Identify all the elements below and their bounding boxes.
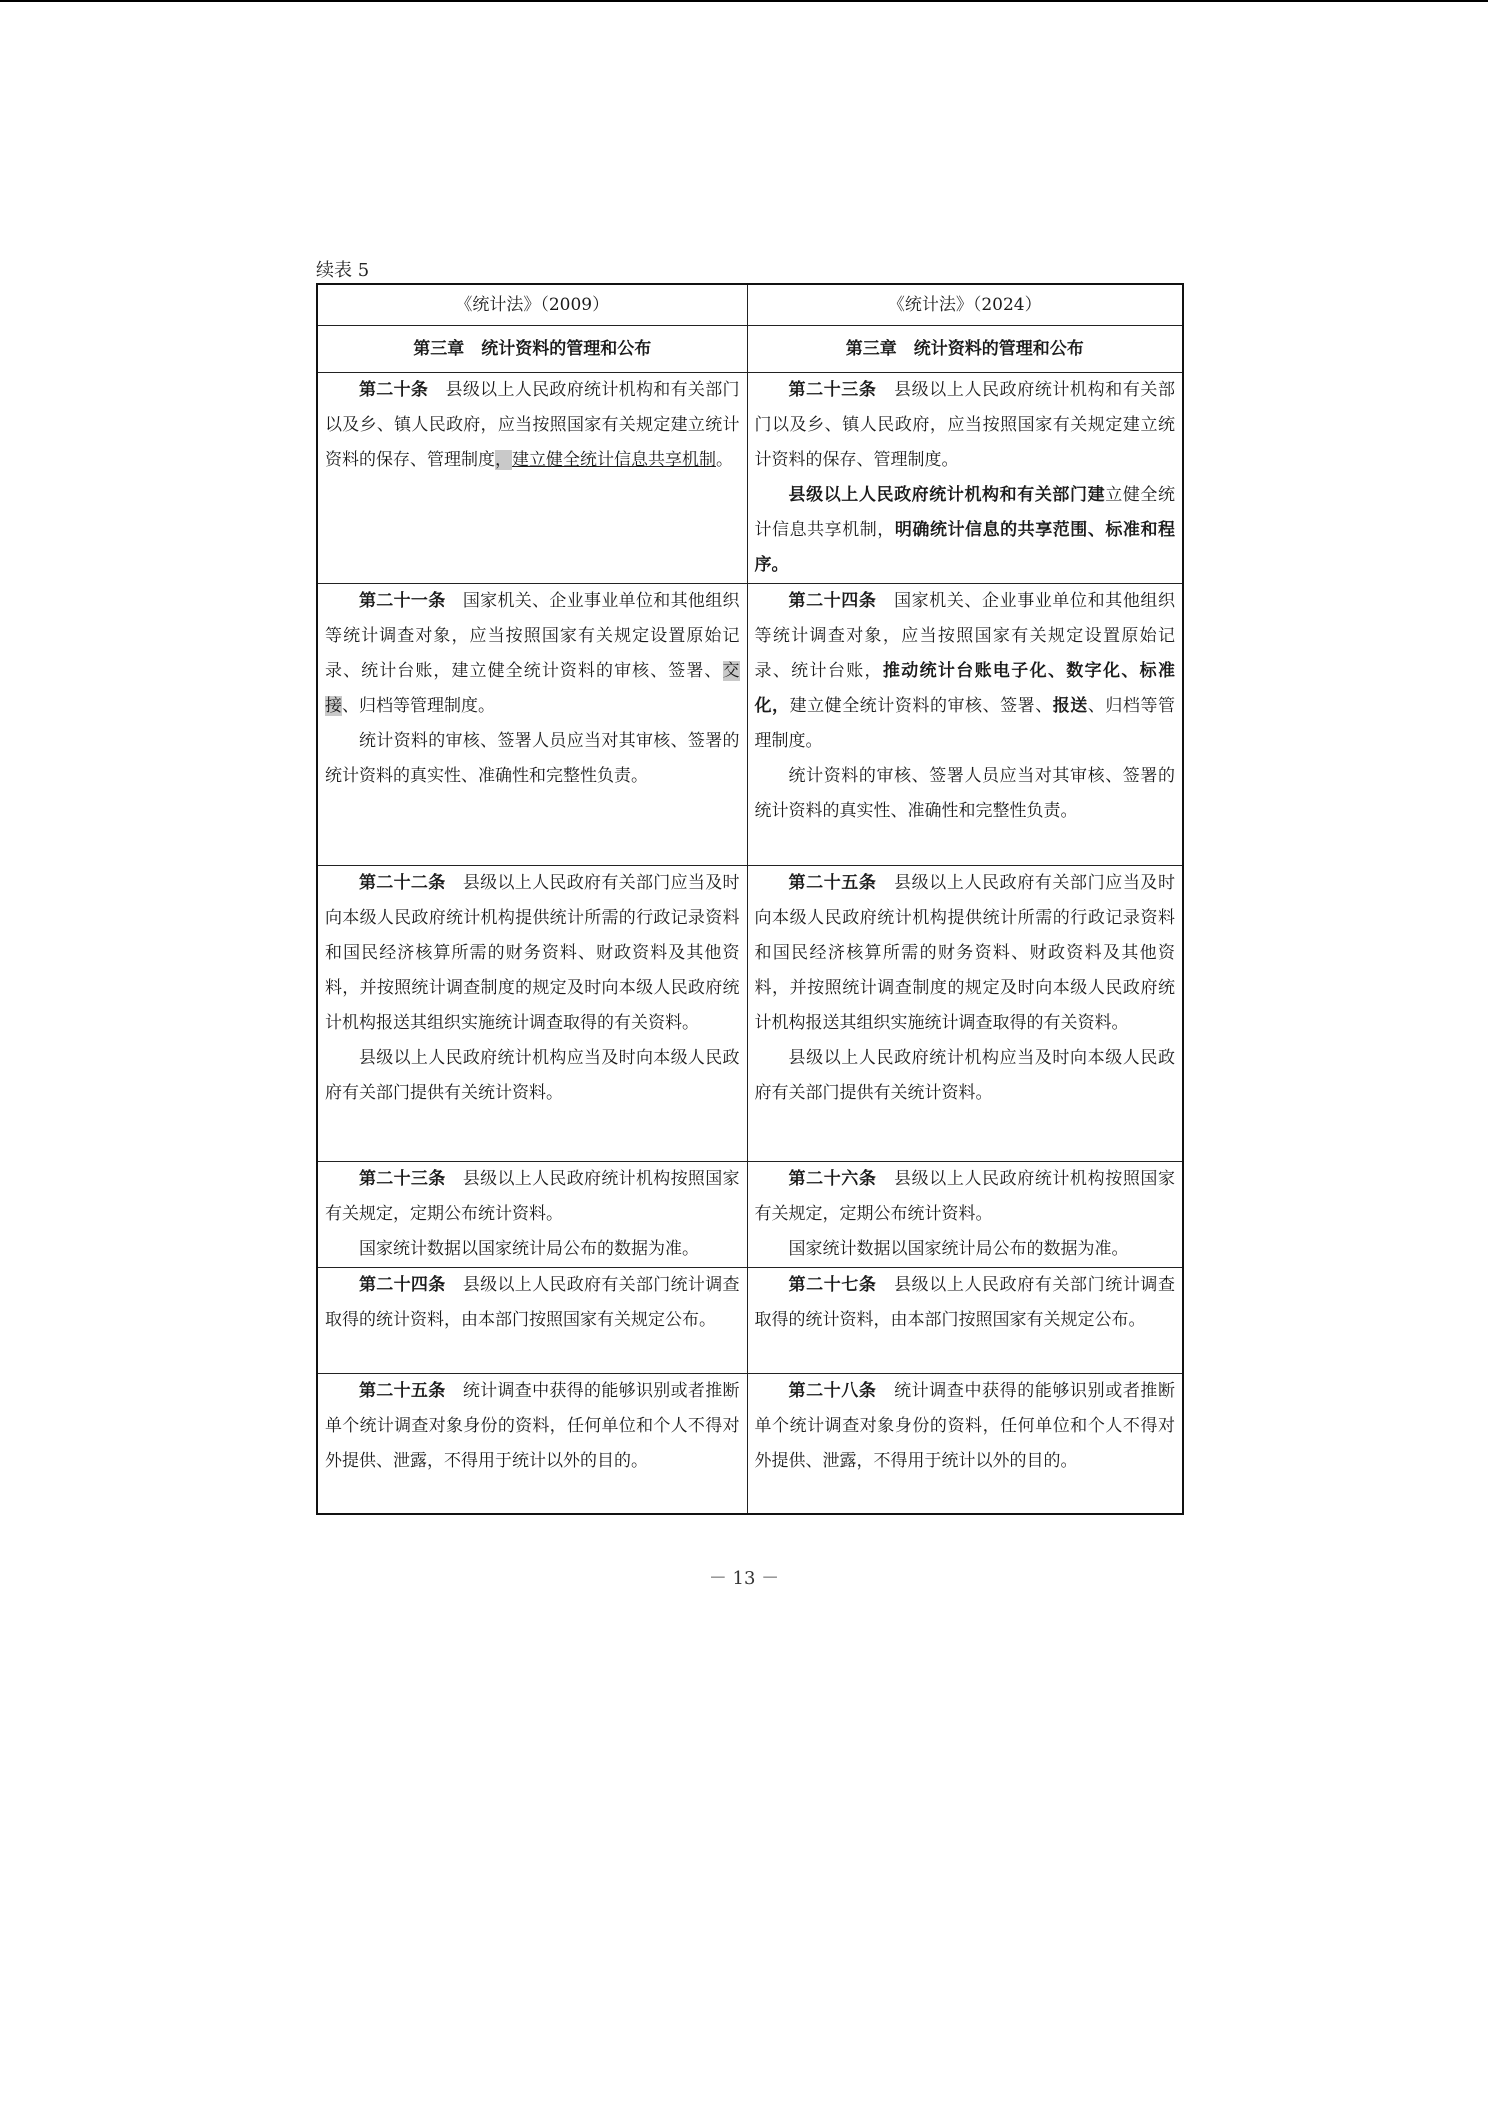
article-number: 第二十四条 <box>788 591 877 611</box>
article-text: 县级以上人民政府统计机构应当及时向本级人民政府有关部门提供有关统计资料。 <box>754 1048 1175 1103</box>
paragraph <box>325 866 740 1041</box>
paragraph <box>755 1041 1176 1111</box>
article-number: 第二十八条 <box>788 1381 877 1401</box>
underlined-text: 建立健全统计信息共享机制 <box>512 450 716 470</box>
added-text: 明确统计信息的共享范围、标准和程序。 <box>754 520 1176 575</box>
article-number: 第二十六条 <box>788 1169 877 1189</box>
cell-2024 <box>747 1268 1183 1374</box>
cell-2009 <box>317 866 747 1162</box>
article-number: 第二十五条 <box>788 873 877 893</box>
article-text: 立健全统计信息共享机制， <box>754 485 1176 540</box>
article-number: 第二十一条 <box>359 591 446 611</box>
article-text: 县级以上人民政府统计机构按照国家有关规定，定期公布统计资料。 <box>754 1169 1176 1224</box>
article-text: 县级以上人民政府统计机构按照国家有关规定，定期公布统计资料。 <box>325 1169 740 1224</box>
paragraph <box>325 1232 740 1267</box>
paragraph <box>325 1268 740 1338</box>
table-row <box>317 1374 1183 1514</box>
paragraph <box>755 759 1176 829</box>
article-number: 第二十四条 <box>359 1275 446 1295</box>
article-text: 县级以上人民政府统计机构和有关部门以及乡、镇人民政府，应当按照国家有关规定建立统计资料的保存、管理制度。 <box>754 380 1176 470</box>
paragraph <box>755 1374 1176 1479</box>
article-number: 第二十三条 <box>359 1169 446 1189</box>
paragraph <box>755 373 1176 478</box>
article-number: 第二十五条 <box>359 1381 446 1401</box>
table-row <box>317 373 1183 584</box>
highlighted-text: 交接 <box>325 661 740 716</box>
paragraph <box>755 1232 1176 1267</box>
article-text: 县级以上人民政府统计机构和有关部门以及乡、镇人民政府，应当按照国家有关规定建立统计资料的保存、管理制度 <box>325 380 740 470</box>
article-text: 县级以上人民政府有关部门统计调查取得的统计资料，由本部门按照国家有关规定公布。 <box>754 1275 1176 1330</box>
paragraph <box>755 478 1176 583</box>
article-text: 国家统计数据以国家统计局公布的数据为准。 <box>359 1239 699 1259</box>
chapter-title-2009: 第三章 统计资料的管理和公布 <box>317 326 747 373</box>
article-number: 第二十三条 <box>788 380 877 400</box>
paragraph <box>755 1268 1176 1338</box>
paragraph <box>325 373 740 478</box>
article-text: 统计调查中获得的能够识别或者推断单个统计调查对象身份的资料，任何单位和个人不得对外提供、泄露，不得用于统计以外的目的。 <box>754 1381 1176 1471</box>
header-row <box>317 284 1183 326</box>
table-caption: 续表 5 <box>316 260 370 281</box>
paragraph <box>755 1162 1176 1232</box>
article-text: 国家统计数据以国家统计局公布的数据为准。 <box>788 1239 1129 1259</box>
added-text: 推动统计台账电子化、数字化、标准化， <box>754 661 1176 716</box>
article-text: 县级以上人民政府有关部门应当及时向本级人民政府统计机构提供统计所需的行政记录资料和国民经济核算所需的财务资料、财政资料及其他资料，并按照统计调查制度的规定及时向本级人民政府统计机构报送其组织实施统计调查取得的有关资料。 <box>325 873 740 1033</box>
paragraph <box>325 724 740 794</box>
header-2024: 《统计法》（2024） <box>747 284 1183 326</box>
cell-2024 <box>747 1374 1183 1514</box>
article-text: 县级以上人民政府统计机构应当及时向本级人民政府有关部门提供有关统计资料。 <box>325 1048 740 1103</box>
article-text: 统计调查中获得的能够识别或者推断单个统计调查对象身份的资料，任何单位和个人不得对外提供、泄露，不得用于统计以外的目的。 <box>325 1381 740 1471</box>
cell-2009 <box>317 1162 747 1268</box>
cell-2009 <box>317 584 747 866</box>
page-top-edge <box>0 0 1488 2</box>
article-text: 国家机关、企业事业单位和其他组织等统计调查对象，应当按照国家有关规定设置原始记录、统计台账，建立健全统计资料的审核、签署、 <box>325 591 740 681</box>
article-text: 。 <box>716 450 733 470</box>
article-text: 县级以上人民政府有关部门应当及时向本级人民政府统计机构提供统计所需的行政记录资料和国民经济核算所需的财务资料、财政资料及其他资料，并按照统计调查制度的规定及时向本级人民政府统计机构报送其组织实施统计调查取得的有关资料。 <box>754 873 1176 1033</box>
article-text: 统计资料的审核、签署人员应当对其审核、签署的统计资料的真实性、准确性和完整性负责。 <box>754 766 1175 821</box>
paragraph <box>755 584 1176 759</box>
paragraph <box>325 584 740 724</box>
table-row <box>317 866 1183 1162</box>
table-row <box>317 1162 1183 1268</box>
header-2009: 《统计法》（2009） <box>317 284 747 326</box>
article-text: 、归档等管理制度。 <box>754 696 1176 751</box>
cell-2024 <box>747 866 1183 1162</box>
page-number: － 13 － <box>708 1568 780 1589</box>
cell-2009 <box>317 1374 747 1514</box>
paragraph <box>325 1041 740 1111</box>
paragraph <box>325 1162 740 1232</box>
article-number: 第二十七条 <box>788 1275 877 1295</box>
chapter-title-2024: 第三章 统计资料的管理和公布 <box>747 326 1183 373</box>
cell-2024 <box>747 373 1183 584</box>
cell-2024 <box>747 584 1183 866</box>
added-text: 县级以上人民政府统计机构和有关部门建 <box>788 485 1106 505</box>
paragraph <box>325 1374 740 1479</box>
article-text: 统计资料的审核、签署人员应当对其审核、签署的统计资料的真实性、准确性和完整性负责。 <box>325 731 740 786</box>
article-number: 第二十条 <box>359 380 429 400</box>
highlighted-text: ， <box>495 450 512 470</box>
cell-2009 <box>317 373 747 584</box>
law-comparison-table <box>316 283 1184 1515</box>
table-row <box>317 1268 1183 1374</box>
article-text: 、归档等管理制度。 <box>342 696 495 716</box>
added-text: 报送 <box>1052 696 1088 716</box>
chapter-row <box>317 326 1183 373</box>
paragraph <box>755 866 1176 1041</box>
article-number: 第二十二条 <box>359 873 446 893</box>
article-text: 国家机关、企业事业单位和其他组织等统计调查对象，应当按照国家有关规定设置原始记录、统计台账， <box>754 591 1176 681</box>
article-text: 县级以上人民政府有关部门统计调查取得的统计资料，由本部门按照国家有关规定公布。 <box>325 1275 740 1330</box>
table-row <box>317 584 1183 866</box>
cell-2009 <box>317 1268 747 1374</box>
article-text: 建立健全统计资料的审核、签署、 <box>789 696 1053 716</box>
cell-2024 <box>747 1162 1183 1268</box>
